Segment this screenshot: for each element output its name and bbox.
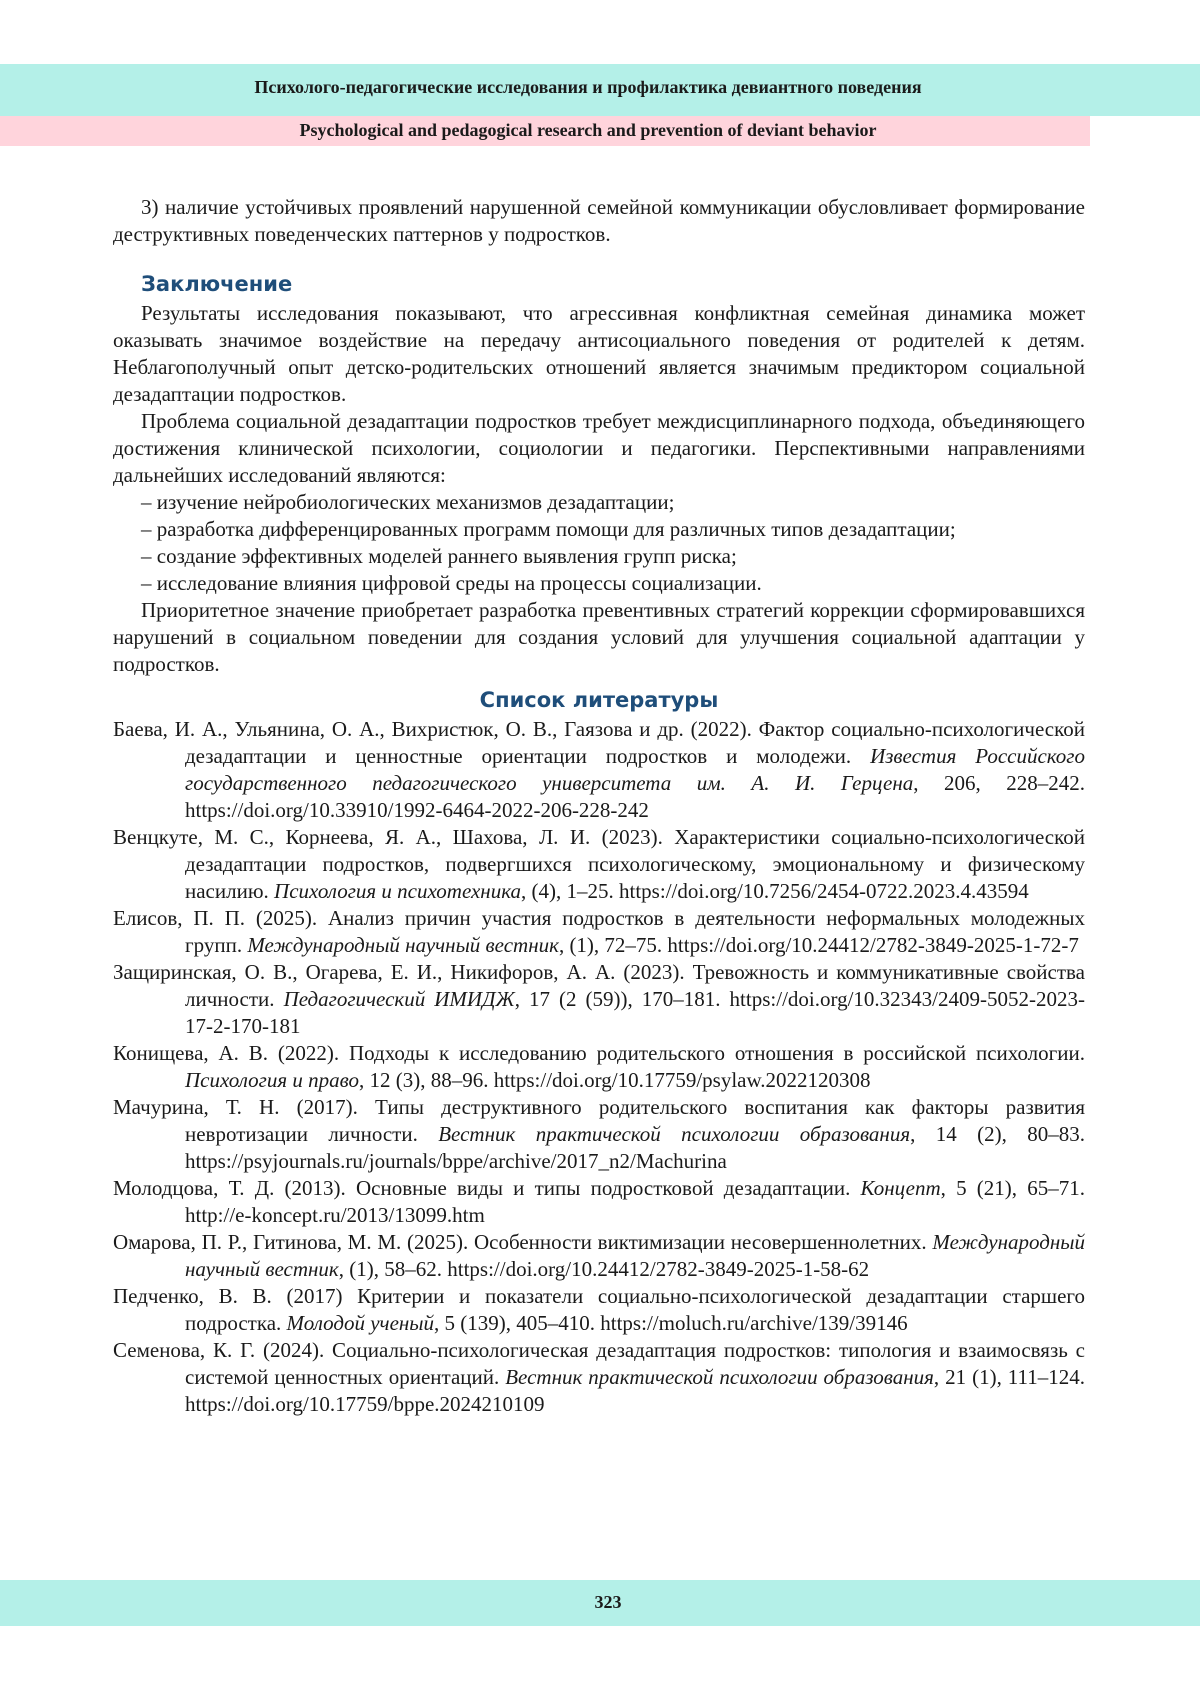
page-number: 323: [594, 1592, 622, 1612]
conclusion-paragraph-1: Результаты исследования показывают, что агрессивная конфликтная семейная динамика может оказывать значимое воздействие на передачу антисоциального поведения от родителей к детям. Неблагополучный опыт детско-родительских отношений является значимым предиктором социальной дезадаптации подростков.: [113, 301, 1085, 406]
reference-authors-title: Омарова, П. Р., Гитинова, М. М. (2025). Особенности виктимизации несовершеннолетних.: [113, 1230, 933, 1254]
reference-authors-title: Педченко, В. В. (2017) Критерии и показатели социально-психологической дезадаптации старшего подростка.: [113, 1284, 1085, 1335]
reference-journal: Известия Российского государственного педагогического университета им. А. И. Герцена: [185, 744, 1086, 795]
reference-journal: Педагогический ИМИДЖ: [283, 987, 515, 1011]
reference-journal: Международный научный вестник: [185, 1230, 1085, 1281]
reference-authors-title: Елисов, П. П. (2025). Анализ причин участия подростков в деятельности неформальных молодежных групп.: [113, 906, 1085, 957]
reference-item: [113, 905, 1085, 959]
reference-item: [113, 1337, 1085, 1418]
reference-item: [113, 1040, 1085, 1094]
intro-list-item: 3) наличие устойчивых проявлений нарушенной семейной коммуникации обусловливает формирование деструктивных поведенческих паттернов у подростков.: [113, 195, 1085, 246]
reference-details: , 5 (139), 405–410. https://moluch.ru/archive/139/39146: [434, 1311, 908, 1335]
reference-item: [113, 1175, 1085, 1229]
reference-journal: Молодой ученый: [286, 1311, 435, 1335]
journal-header-band-en: [0, 116, 1090, 146]
research-direction-item: – создание эффективных моделей раннего выявления групп риска;: [141, 544, 737, 568]
reference-item: [113, 824, 1085, 905]
references-heading: Список литературы: [479, 688, 719, 712]
reference-authors-title: Венцкуте, М. С., Корнеева, Я. А., Шахова, Л. И. (2023). Характеристики социально-психологической дезадаптации подростков, подвергшихся психологическому, эмоциональному и физическому насилию.: [113, 825, 1085, 903]
reference-journal: Вестник практической психологии образования: [438, 1122, 911, 1146]
research-direction-item: – разработка дифференцированных программ помощи для различных типов дезадаптации;: [141, 517, 956, 541]
reference-details: , (1), 72–75. https://doi.org/10.24412/2782-3849-2025-1-72-7: [558, 933, 1079, 957]
reference-item: [113, 716, 1085, 824]
conclusion-paragraph-2: Проблема социальной дезадаптации подростков требует междисциплинарного подхода, объединяющего достижения клинической психологии, социологии и педагогики. Перспективными направлениями дальнейших исследований являются:: [113, 409, 1085, 487]
journal-header-band-ru: [0, 64, 1200, 116]
research-direction-item: – изучение нейробиологических механизмов дезадаптации;: [141, 490, 675, 514]
reference-details: , 5 (21), 65–71. http://e-koncept.ru/2013/13099.htm: [185, 1176, 1085, 1227]
reference-journal: Психология и право: [185, 1068, 359, 1092]
reference-authors-title: Конищева, А. В. (2022). Подходы к исследованию родительского отношения в российской психологии.: [113, 1041, 1085, 1065]
journal-title-ru: Психолого-педагогические исследования и профилактика девиантного поведения: [254, 77, 922, 97]
reference-item: [113, 1283, 1085, 1337]
reference-details: , 21 (1), 111–124. https://doi.org/10.17759/bppe.2024210109: [185, 1365, 1086, 1416]
reference-journal: Концепт: [860, 1176, 941, 1200]
reference-details: , 14 (2), 80–83. https://psyjournals.ru/journals/bppe/archive/2017_n2/Machurina: [185, 1122, 1085, 1173]
reference-journal: Психология и психотехника: [274, 879, 522, 903]
reference-details: , (4), 1–25. https://doi.org/10.7256/2454-0722.2023.4.43594: [521, 879, 1029, 903]
reference-authors-title: Баева, И. А., Ульянина, О. А., Вихристюк, О. В., Гаязова и др. (2022). Фактор социально-психологической дезадаптации и ценностные ориентации подростков и молодежи.: [113, 717, 1085, 768]
reference-journal: Вестник практической психологии образования: [505, 1365, 934, 1389]
reference-authors-title: Молодцова, Т. Д. (2013). Основные виды и типы подростковой дезадаптации.: [113, 1176, 861, 1200]
reference-authors-title: Мачурина, Т. Н. (2017). Типы деструктивного родительского воспитания как факторы развития невротизации личности.: [113, 1095, 1085, 1146]
reference-item: [113, 959, 1085, 1040]
reference-authors-title: Семенова, К. Г. (2024). Социально-психологическая дезадаптация подростков: типология и взаимосвязь с системой ценностных ориентаций.: [113, 1338, 1085, 1389]
reference-details: , 206, 228–242. https://doi.org/10.33910/1992-6464-2022-206-228-242: [185, 771, 1085, 822]
conclusion-heading: Заключение: [141, 272, 293, 296]
journal-title-en: Psychological and pedagogical research and prevention of deviant behavior: [299, 120, 877, 140]
reference-item: [113, 1094, 1085, 1175]
page-footer-band: [0, 1580, 1200, 1626]
conclusion-paragraph-3: Приоритетное значение приобретает разработка превентивных стратегий коррекции сформировавшихся нарушений в социальном поведении для создания условий для улучшения социальной адаптации у подростков.: [113, 598, 1085, 676]
reference-item: [113, 1229, 1085, 1283]
reference-authors-title: Защиринская, О. В., Огарева, Е. И., Никифоров, А. А. (2023). Тревожность и коммуникативные свойства личности.: [113, 960, 1085, 1011]
research-direction-item: – исследование влияния цифровой среды на процессы социализации.: [141, 571, 762, 595]
article-body: [113, 194, 1085, 1418]
reference-details: , (1), 58–62. https://doi.org/10.24412/2782-3849-2025-1-58-62: [338, 1257, 870, 1281]
reference-details: , 17 (2 (59)), 170–181. https://doi.org/10.32343/2409-5052-2023-17-2-170-181: [185, 987, 1086, 1038]
reference-details: , 12 (3), 88–96. https://doi.org/10.17759/psylaw.2022120308: [358, 1068, 871, 1092]
reference-journal: Международный научный вестник: [247, 933, 559, 957]
